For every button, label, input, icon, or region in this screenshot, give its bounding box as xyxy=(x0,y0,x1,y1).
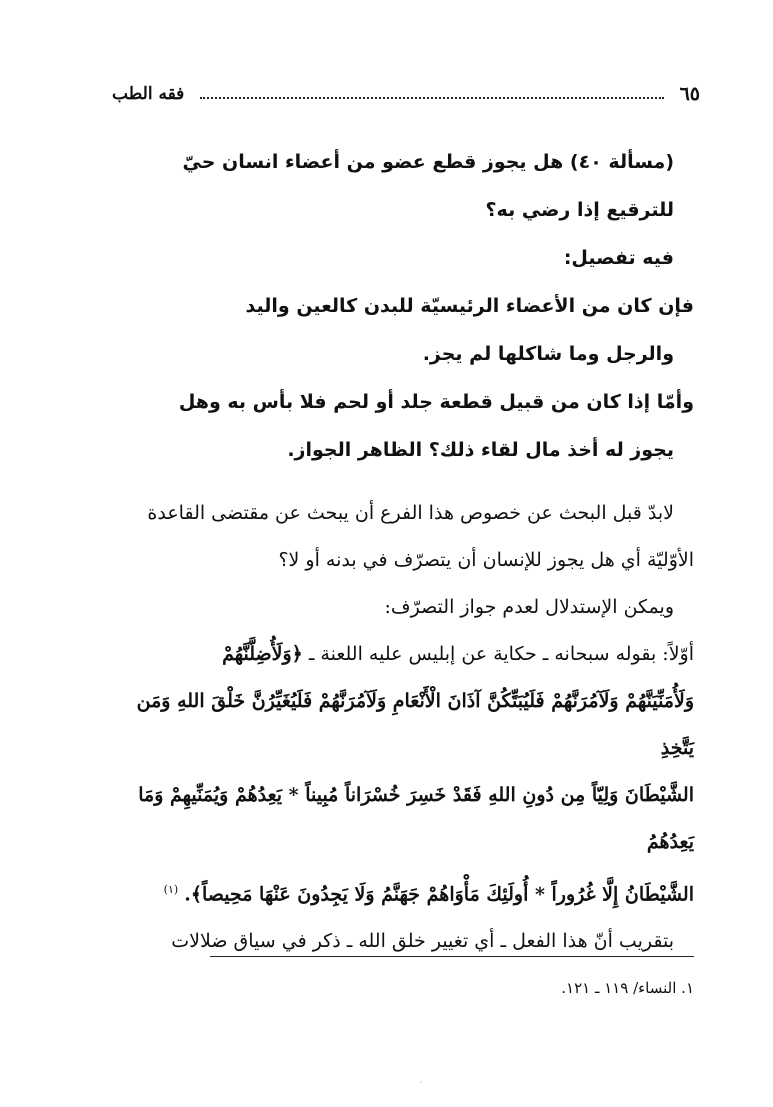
question-line-2: للترقيع إذا رضي به؟ xyxy=(485,199,674,221)
quran-verse-start: ﴿وَلَأُضِلَّنَّهُمْ xyxy=(222,643,303,665)
footnote: ١. النساء/ ١١٩ ـ ١٢١. xyxy=(561,979,694,997)
quran-verse-line-4 xyxy=(118,866,694,918)
header-dot-leader xyxy=(200,97,663,99)
running-header xyxy=(112,80,700,108)
discussion-block xyxy=(118,490,694,965)
chapter-title: فقه الطب xyxy=(112,84,185,104)
footnote-divider xyxy=(210,956,694,957)
scan-speck: · xyxy=(419,1078,423,1087)
question-line-1: (مسألة ٤٠) هل يجوز قطع عضو من أعضاء انسان حيّ xyxy=(182,151,674,173)
answer-paragraph-1-line-2: والرجل وما شاكلها لم يجز. xyxy=(422,343,674,365)
answer-paragraph-2-line-2: يجوز له أخذ مال لقاء ذلك؟ الظاهر الجواز. xyxy=(287,439,674,461)
answer-paragraph-1-line-1: فإن كان من الأعضاء الرئيسيّة للبدن كالعين واليد xyxy=(245,295,694,317)
discussion-paragraph-2: ويمكن الإستدلال لعدم جواز التصرّف: xyxy=(384,596,674,618)
quran-verse-line-2: وَلَأُمَنِّيَنَّهُمْ وَلَآمُرَنَّهُمْ فَلَيُبَتِّكُنَّ آذَانَ الْأَنْعَامِ وَلَآمُرَنَّهُمْ فَلَيُغَيِّرُنَّ خَلْقَ اللهِ وَمَن يَتَّخِذِ xyxy=(136,690,694,759)
quran-verse-end: الشَّيْطَانُ إِلَّا غُرُوراً * أُولَئِكَ مَأْوَاهُمْ جَهَنَّمُ وَلَا يَجِدُونَ عَنْهَا مَحِيصاً﴾. xyxy=(184,883,694,906)
discussion-paragraph-1-line-2: الأوّليّة أي هل يجوز للإنسان أن يتصرّف في بدنه أو لا؟ xyxy=(278,549,694,571)
discussion-paragraph-4: بتقريب أنّ هذا الفعل ـ أي تغيير خلق الله ـ ذكر في سياق ضلالات xyxy=(171,930,674,953)
evidence-intro: أوّلاً: بقوله سبحانه ـ حكاية عن إبليس عليه اللعنة ـ xyxy=(308,643,694,665)
answer-paragraph-2-line-1: وأمّا إذا كان من قبيل قطعة جلد أو لحم فلا بأس به وهل xyxy=(178,391,694,413)
answer-intro: فيه تفصيل: xyxy=(563,247,674,269)
quran-verse-line-3: الشَّيْطَانَ وَلِيّاً مِن دُونِ اللهِ فَقَدْ خَسِرَ خُسْرَاناً مُبِيناً * يَعِدُهُمْ وَيُمَنِّيهِمْ وَمَا يَعِدُهُمُ xyxy=(138,784,694,853)
question-block xyxy=(118,138,694,474)
footnote-reference: (١) xyxy=(163,883,179,896)
page-number: ٦٥ xyxy=(679,83,700,105)
discussion-paragraph-1-line-1: لابدّ قبل البحث عن خصوص هذا الفرع أن يبحث عن مقتضى القاعدة xyxy=(147,502,674,524)
discussion-paragraph-3-line-1 xyxy=(118,631,694,678)
page-content xyxy=(118,138,694,965)
